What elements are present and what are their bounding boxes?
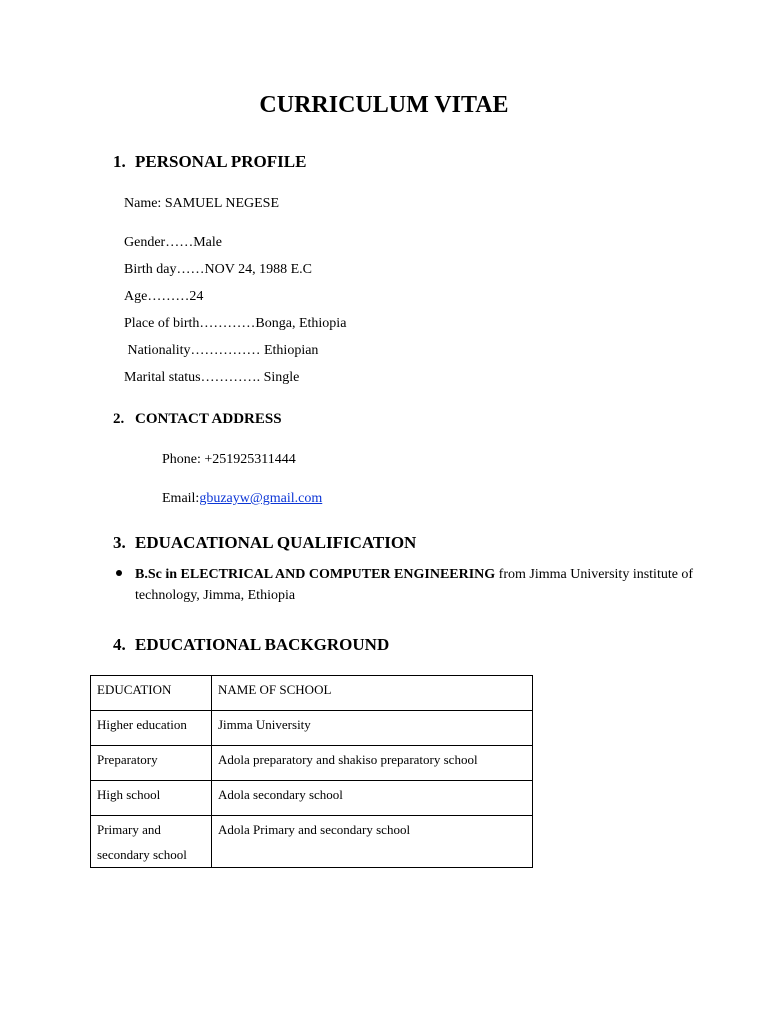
document-title: CURRICULUM VITAE — [259, 92, 509, 118]
section-number: 4. — [113, 635, 126, 654]
bullet-icon — [116, 570, 122, 576]
section-title: CONTACT ADDRESS — [135, 411, 282, 427]
degree-institution: from Jimma University institute of technology, Jimma, Ethiopia — [135, 567, 694, 603]
table-header-row — [91, 676, 533, 711]
email-field — [162, 491, 322, 507]
phone-field: Phone: +251925311444 — [162, 452, 296, 467]
age-field: Age………24 — [124, 289, 204, 304]
section-number: 1. — [113, 152, 126, 171]
education-table — [90, 675, 533, 868]
name-field: Name: SAMUEL NEGESE — [124, 196, 280, 211]
table-row — [91, 781, 533, 816]
qualification-heading — [113, 533, 416, 553]
table-cell: Primary and secondary school — [91, 816, 212, 868]
educational-background-heading — [113, 635, 389, 655]
table-header-cell: EDUCATION — [91, 676, 212, 711]
table-cell: Adola preparatory and shakiso preparatory school — [212, 746, 533, 781]
birthday-field: Birth day……NOV 24, 1988 E.C — [124, 262, 312, 277]
table-row — [91, 746, 533, 781]
personal-profile-heading — [113, 152, 306, 172]
table-cell: Adola Primary and secondary school — [212, 816, 533, 868]
section-title: EDUCATIONAL BACKGROUND — [135, 635, 390, 654]
email-label: Email: — [162, 491, 200, 506]
place-of-birth-field: Place of birth…………Bonga, Ethiopia — [124, 316, 347, 331]
table-cell: High school — [91, 781, 212, 816]
section-title: EDUACATIONAL QUALIFICATION — [135, 533, 417, 552]
table-row — [91, 711, 533, 746]
section-number: 3. — [113, 533, 126, 552]
table-cell: Jimma University — [212, 711, 533, 746]
table-cell: Preparatory — [91, 746, 212, 781]
nationality-field: Nationality…………… Ethiopian — [124, 343, 319, 358]
email-link[interactable]: gbuzayw@gmail.com — [199, 491, 323, 506]
contact-address-heading — [113, 411, 282, 428]
marital-status-field: Marital status…………. Single — [124, 370, 300, 385]
gender-field: Gender……Male — [124, 235, 222, 250]
degree-title: B.Sc in ELECTRICAL AND COMPUTER ENGINEERING — [135, 567, 496, 582]
section-number: 2. — [113, 411, 125, 427]
section-title: PERSONAL PROFILE — [135, 152, 307, 171]
table-header-cell: NAME OF SCHOOL — [212, 676, 533, 711]
table-row — [91, 816, 533, 868]
table-cell: Adola secondary school — [212, 781, 533, 816]
table-cell: Higher education — [91, 711, 212, 746]
qualification-item — [135, 564, 695, 606]
